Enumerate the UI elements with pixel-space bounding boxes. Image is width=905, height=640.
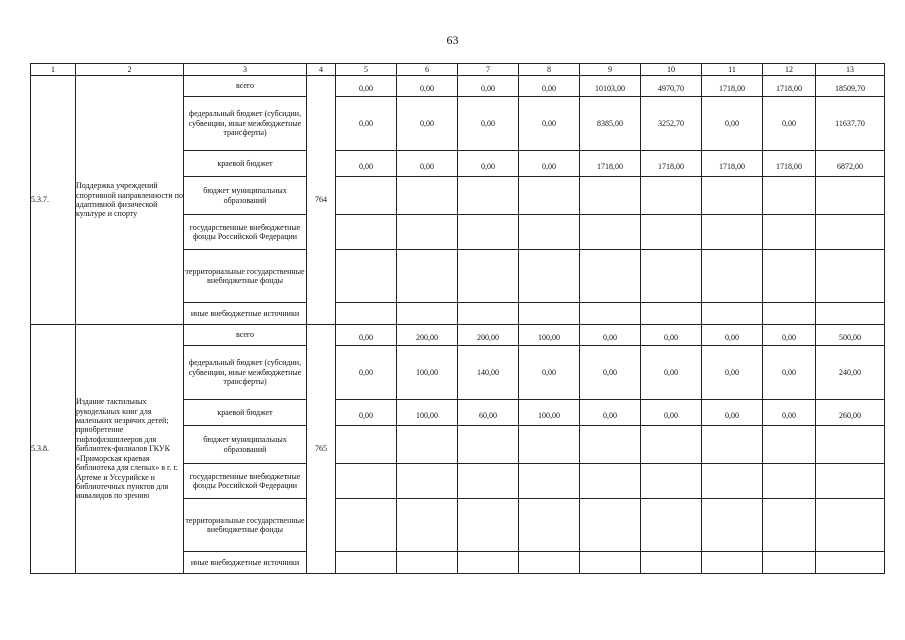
value-cell	[580, 250, 641, 303]
value-cell	[702, 552, 763, 574]
grbs-code: 765	[307, 325, 336, 574]
column-header: 4	[307, 64, 336, 76]
column-header: 10	[641, 64, 702, 76]
value-cell: 0,00	[336, 97, 397, 151]
value-cell: 10103,00	[580, 76, 641, 97]
page-number: 63	[446, 33, 459, 47]
value-cell	[702, 426, 763, 464]
value-cell	[519, 215, 580, 250]
value-cell	[763, 464, 816, 499]
value-cell	[763, 250, 816, 303]
value-cell	[580, 552, 641, 574]
item-name: Поддержка учреждений спортивной направленности по адаптивной физической культуре и спорту	[76, 76, 184, 325]
column-header: 1	[31, 64, 76, 76]
value-cell	[397, 177, 458, 215]
value-cell: 100,00	[519, 325, 580, 346]
value-cell	[702, 250, 763, 303]
value-cell: 0,00	[763, 97, 816, 151]
value-cell: 0,00	[336, 346, 397, 400]
value-cell	[336, 303, 397, 325]
value-cell: 11637,70	[816, 97, 885, 151]
value-cell	[336, 552, 397, 574]
value-cell: 0,00	[702, 325, 763, 346]
value-cell	[641, 464, 702, 499]
value-cell: 6872,00	[816, 151, 885, 177]
value-cell	[519, 464, 580, 499]
value-cell	[702, 177, 763, 215]
value-cell	[641, 303, 702, 325]
column-header: 6	[397, 64, 458, 76]
column-header: 7	[458, 64, 519, 76]
value-cell: 0,00	[702, 97, 763, 151]
value-cell	[580, 499, 641, 552]
value-cell	[763, 177, 816, 215]
value-cell	[458, 499, 519, 552]
value-cell: 0,00	[641, 325, 702, 346]
value-cell: 0,00	[458, 151, 519, 177]
column-header: 13	[816, 64, 885, 76]
value-cell	[702, 303, 763, 325]
value-cell	[336, 464, 397, 499]
value-cell: 200,00	[397, 325, 458, 346]
value-cell	[763, 499, 816, 552]
value-cell	[580, 426, 641, 464]
funding-source: иные внебюджетные источники	[184, 552, 307, 574]
table-body	[31, 64, 885, 574]
value-cell	[519, 250, 580, 303]
value-cell	[816, 464, 885, 499]
grbs-code: 764	[307, 76, 336, 325]
value-cell: 0,00	[580, 346, 641, 400]
value-cell: 0,00	[763, 346, 816, 400]
funding-source: территориальные государственные внебюджетные фонды	[184, 250, 307, 303]
value-cell: 0,00	[763, 325, 816, 346]
value-cell: 0,00	[519, 97, 580, 151]
value-cell	[397, 250, 458, 303]
funding-source: всего	[184, 76, 307, 97]
value-cell	[458, 177, 519, 215]
funding-source: федеральный бюджет (субсидии, субвенции, иные межбюджетные трансферты)	[184, 97, 307, 151]
value-cell	[519, 426, 580, 464]
value-cell: 3252,70	[641, 97, 702, 151]
value-cell	[397, 215, 458, 250]
value-cell	[580, 177, 641, 215]
value-cell	[397, 464, 458, 499]
value-cell: 0,00	[336, 400, 397, 426]
value-cell	[397, 426, 458, 464]
value-cell	[816, 250, 885, 303]
value-cell: 260,00	[816, 400, 885, 426]
value-cell: 0,00	[763, 400, 816, 426]
value-cell: 0,00	[580, 400, 641, 426]
value-cell	[519, 552, 580, 574]
value-cell: 0,00	[580, 325, 641, 346]
funding-source: краевой бюджет	[184, 400, 307, 426]
value-cell: 0,00	[336, 151, 397, 177]
value-cell	[336, 177, 397, 215]
value-cell: 140,00	[458, 346, 519, 400]
value-cell	[816, 303, 885, 325]
value-cell	[458, 303, 519, 325]
value-cell	[458, 552, 519, 574]
funding-source: бюджет муниципальных образований	[184, 426, 307, 464]
table-row	[31, 325, 885, 346]
value-cell	[397, 552, 458, 574]
value-cell	[580, 303, 641, 325]
funding-source: бюджет муниципальных образований	[184, 177, 307, 215]
value-cell: 1718,00	[641, 151, 702, 177]
value-cell	[641, 215, 702, 250]
value-cell: 100,00	[519, 400, 580, 426]
value-cell: 0,00	[397, 76, 458, 97]
value-cell	[641, 499, 702, 552]
value-cell	[763, 303, 816, 325]
value-cell: 100,00	[397, 400, 458, 426]
value-cell	[519, 499, 580, 552]
value-cell: 60,00	[458, 400, 519, 426]
value-cell	[519, 177, 580, 215]
value-cell: 0,00	[458, 97, 519, 151]
value-cell: 1718,00	[702, 151, 763, 177]
funding-source: государственные внебюджетные фонды Российской Федерации	[184, 215, 307, 250]
value-cell: 0,00	[641, 400, 702, 426]
item-code: 5.3.8.	[31, 325, 76, 574]
value-cell: 1718,00	[580, 151, 641, 177]
value-cell	[816, 426, 885, 464]
value-cell: 0,00	[336, 325, 397, 346]
column-header: 2	[76, 64, 184, 76]
value-cell	[336, 250, 397, 303]
value-cell	[397, 303, 458, 325]
value-cell: 0,00	[336, 76, 397, 97]
value-cell	[702, 499, 763, 552]
value-cell: 0,00	[641, 346, 702, 400]
column-header: 12	[763, 64, 816, 76]
value-cell: 0,00	[458, 76, 519, 97]
value-cell: 0,00	[397, 97, 458, 151]
column-header: 11	[702, 64, 763, 76]
value-cell	[702, 464, 763, 499]
value-cell: 500,00	[816, 325, 885, 346]
value-cell	[763, 215, 816, 250]
value-cell: 4970,70	[641, 76, 702, 97]
value-cell	[458, 250, 519, 303]
value-cell	[336, 426, 397, 464]
value-cell	[641, 426, 702, 464]
value-cell	[397, 499, 458, 552]
value-cell	[336, 215, 397, 250]
value-cell: 0,00	[519, 346, 580, 400]
column-header: 5	[336, 64, 397, 76]
table-row	[31, 76, 885, 97]
funding-source: иные внебюджетные источники	[184, 303, 307, 325]
column-header: 9	[580, 64, 641, 76]
value-cell: 0,00	[702, 400, 763, 426]
value-cell	[458, 464, 519, 499]
value-cell: 8385,00	[580, 97, 641, 151]
value-cell: 0,00	[397, 151, 458, 177]
column-header: 3	[184, 64, 307, 76]
funding-source: государственные внебюджетные фонды Российской Федерации	[184, 464, 307, 499]
item-name: Издание тактильных рукодельных книг для маленьких незрячих детей; приобретение тифлофлэшплееров для библиотек-филиалов ГКУК «Приморская краевая библиотека для слепых» в г. г. Артеме и Уссурийске и библиотечных пунктов для инвалидов по зрению	[76, 325, 184, 574]
value-cell: 18509,70	[816, 76, 885, 97]
value-cell: 100,00	[397, 346, 458, 400]
value-cell	[641, 552, 702, 574]
value-cell	[336, 499, 397, 552]
value-cell	[458, 215, 519, 250]
value-cell: 200,00	[458, 325, 519, 346]
budget-table	[30, 63, 885, 574]
value-cell: 1718,00	[763, 76, 816, 97]
item-code: 5.3.7.	[31, 76, 76, 325]
value-cell	[641, 177, 702, 215]
value-cell	[816, 499, 885, 552]
value-cell: 0,00	[702, 346, 763, 400]
value-cell	[763, 552, 816, 574]
value-cell	[641, 250, 702, 303]
value-cell: 240,00	[816, 346, 885, 400]
value-cell: 1718,00	[702, 76, 763, 97]
value-cell	[580, 464, 641, 499]
funding-source: территориальные государственные внебюджетные фонды	[184, 499, 307, 552]
value-cell: 1718,00	[763, 151, 816, 177]
funding-source: всего	[184, 325, 307, 346]
value-cell	[580, 215, 641, 250]
funding-source: краевой бюджет	[184, 151, 307, 177]
value-cell	[702, 215, 763, 250]
header-row	[31, 64, 885, 76]
value-cell	[519, 303, 580, 325]
value-cell	[458, 426, 519, 464]
value-cell: 0,00	[519, 76, 580, 97]
funding-source: федеральный бюджет (субсидии, субвенции, иные межбюджетные трансферты)	[184, 346, 307, 400]
value-cell	[816, 552, 885, 574]
value-cell: 0,00	[519, 151, 580, 177]
value-cell	[816, 177, 885, 215]
column-header: 8	[519, 64, 580, 76]
value-cell	[816, 215, 885, 250]
value-cell	[763, 426, 816, 464]
